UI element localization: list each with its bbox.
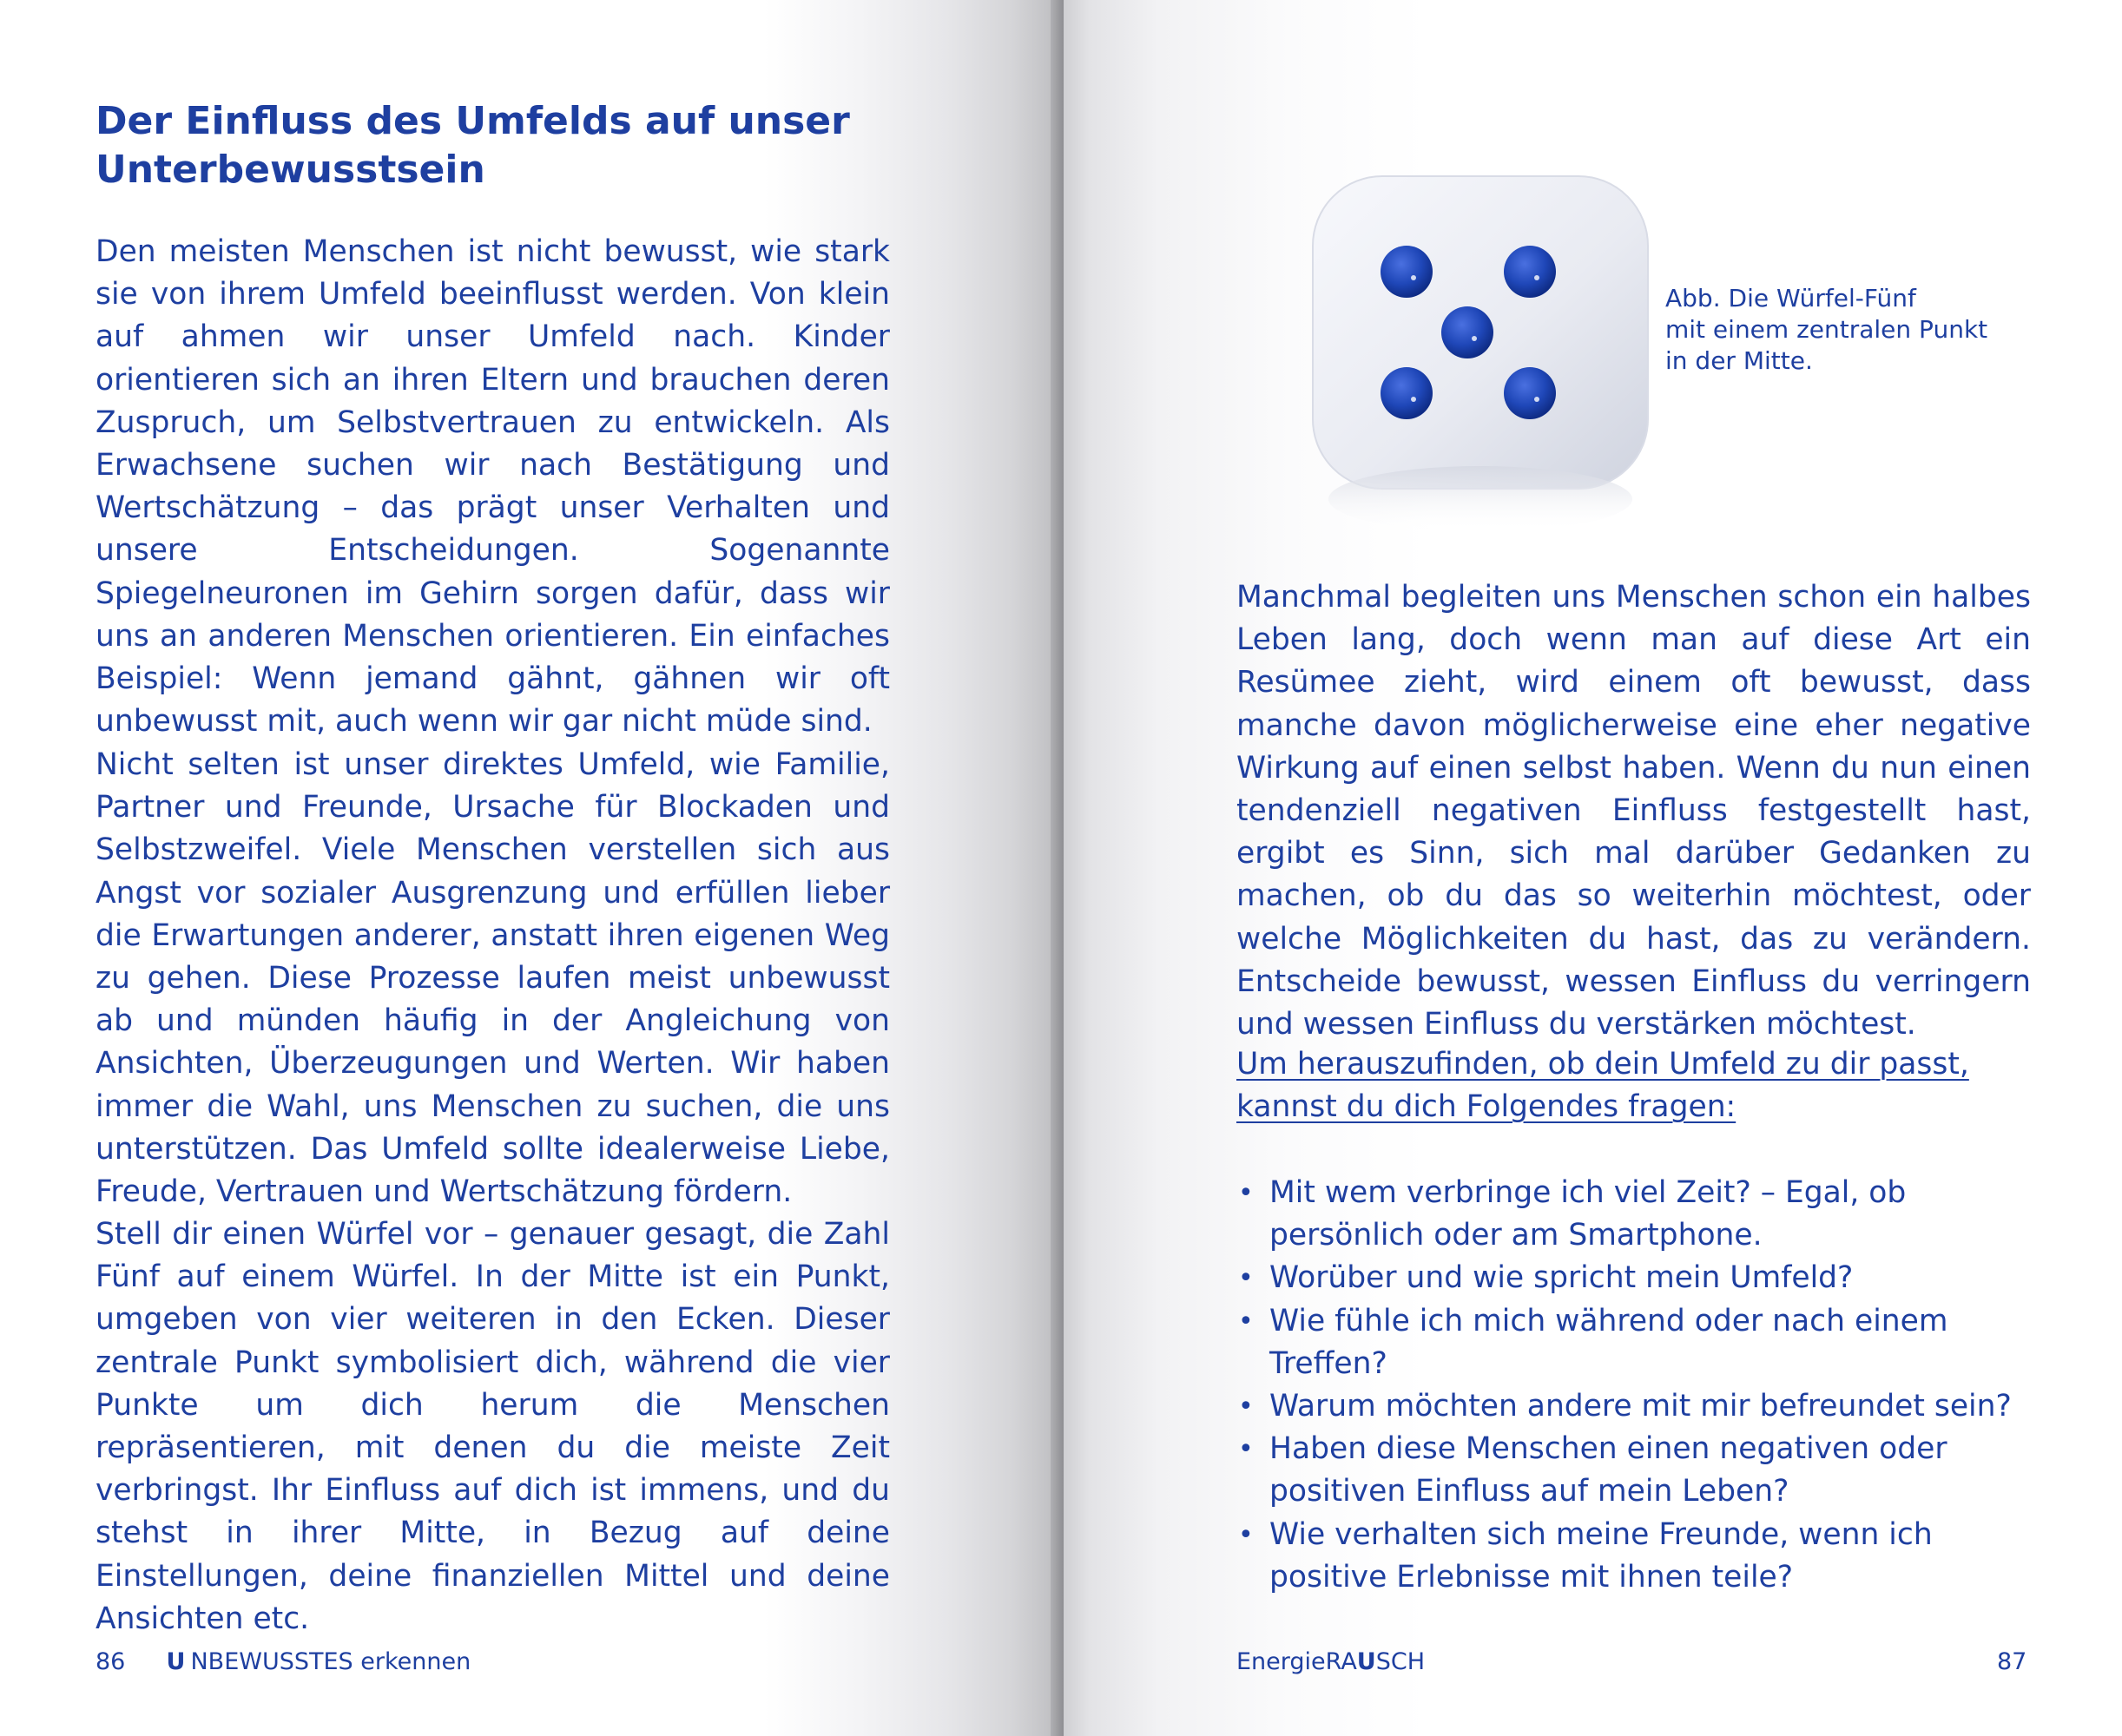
brand-part-b: U	[1356, 1648, 1376, 1675]
caption-line: Abb. Die Würfel-Fünf	[1665, 284, 1916, 312]
right-paragraph: Manchmal begleiten uns Menschen schon ein halbes Leben lang, doch wenn man auf diese Art ein Resümee zieht, wird einem oft bewusst, dass manche davon möglicherweise eine eher negative Wirkung auf einen selbst haben. Wenn du nun einen tendenziell negativen Einfluss festgestellt hast, ergibt es Sinn, sich mal darüber Gedanken zu machen, ob du das so weiterhin möchtest, oder welche Möglichkeiten du hast, das zu verändern. Entscheide bewusst, wessen Einfluss du verringern und wessen Einfluss du verstärken möchtest.	[1236, 580, 2031, 1042]
page-number-right: 87	[1997, 1648, 2027, 1675]
dice-pip-top-right	[1504, 246, 1556, 298]
right-footer-brand	[1236, 1647, 1425, 1677]
list-item: • Mit wem verbringe ich viel Zeit? – Egal, ob persönlich oder am Smartphone.	[1236, 1172, 2044, 1257]
question-intro: Um herauszufinden, ob dein Umfeld zu dir passt, kannst du dich Folgendes fragen:	[1236, 1047, 1969, 1125]
brand-part-a: EnergieRA	[1236, 1648, 1357, 1675]
dice-figure	[1302, 169, 1658, 569]
list-item: • Haben diese Menschen einen negativen oder positiven Einfluss auf mein Leben?	[1236, 1428, 2044, 1513]
caption-line: in der Mitte.	[1665, 346, 1813, 375]
figure-caption	[1665, 283, 2030, 377]
caption-line: mit einem zentralen Punkt	[1665, 315, 1988, 344]
list-item: • Warum möchten andere mit mir befreundet sein?	[1236, 1385, 2044, 1428]
paragraph-3: Stell dir einen Würfel vor – genauer gesagt, die Zahl Fünf auf einem Würfel. In der Mitte ist ein Punkt, umgeben von vier weiteren in den Ecken. Dieser zentrale Punkt symbolisiert dich, während die vier Punkte um dich herum die Menschen repräsentieren, mit denen du die meiste Zeit verbringst. Ihr Einfluss auf dich ist immens, und du stehst in ihrer Mitte, in Bezug auf deine Einstellungen, deine finanziellen Mittel und deine Ansichten etc.	[96, 1217, 890, 1636]
chapter-letter: U	[166, 1648, 186, 1675]
brand-part-c: SCH	[1375, 1648, 1426, 1675]
left-footer	[96, 1647, 471, 1677]
dice-five-image	[1302, 169, 1658, 569]
dice-pip-top-left	[1381, 246, 1433, 298]
chapter-title: NBEWUSSTES erkennen	[190, 1648, 471, 1675]
paragraph-2: Nicht selten ist unser direktes Umfeld, wie Familie, Partner und Freunde, Ursache für Blockaden und Selbstzweifel. Viele Menschen verstellen sich aus Angst vor sozialer Ausgrenzung und erfüllen lieber die Erwartungen anderer, anstatt ihren eigenen Weg zu gehen. Diese Prozesse laufen meist unbewusst ab und münden häufig in der Angleichung von Ansichten, Überzeugungen und Werten. Wir haben immer die Wahl, uns Menschen zu suchen, die uns unterstützen. Das Umfeld sollte idealerweise Liebe, Freude, Vertrauen und Wertschätzung fördern.	[96, 747, 890, 1210]
list-item: • Wie verhalten sich meine Freunde, wenn ich positive Erlebnisse mit ihnen teile?	[1236, 1514, 2044, 1599]
question-list	[1236, 1172, 2044, 1599]
dice-pip-bottom-right	[1504, 367, 1556, 419]
dice-reflection	[1328, 466, 1632, 532]
list-item: • Worüber und wie spricht mein Umfeld?	[1236, 1257, 2044, 1299]
paragraph-1: Den meisten Menschen ist nicht bewusst, wie stark sie von ihrem Umfeld beeinflusst werden. Von klein auf ahmen wir unser Umfeld nach. Kinder orientieren sich an ihren Eltern und brauchen deren Zuspruch, um Selbstvertrauen zu entwickeln. Als Erwachsene suchen wir nach Bestätigung und Wertschätzung – das prägt unser Verhalten und unsere Entscheidungen. Sogenannte Spiegelneuronen im Gehirn sorgen dafür, dass wir uns an anderen Menschen orientieren. Ein einfaches Beispiel: Wenn jemand gähnt, gähnen wir oft unbewusst mit, auch wenn wir gar nicht müde sind.	[96, 234, 890, 740]
dice-pip-center	[1441, 306, 1493, 358]
section-heading: Der Einfluss des Umfelds auf unser Unterbewusstsein	[96, 99, 850, 192]
page-number-left: 86	[96, 1648, 126, 1675]
list-item: • Wie fühle ich mich während oder nach einem Treffen?	[1236, 1300, 2044, 1385]
dice-pip-bottom-left	[1381, 367, 1433, 419]
